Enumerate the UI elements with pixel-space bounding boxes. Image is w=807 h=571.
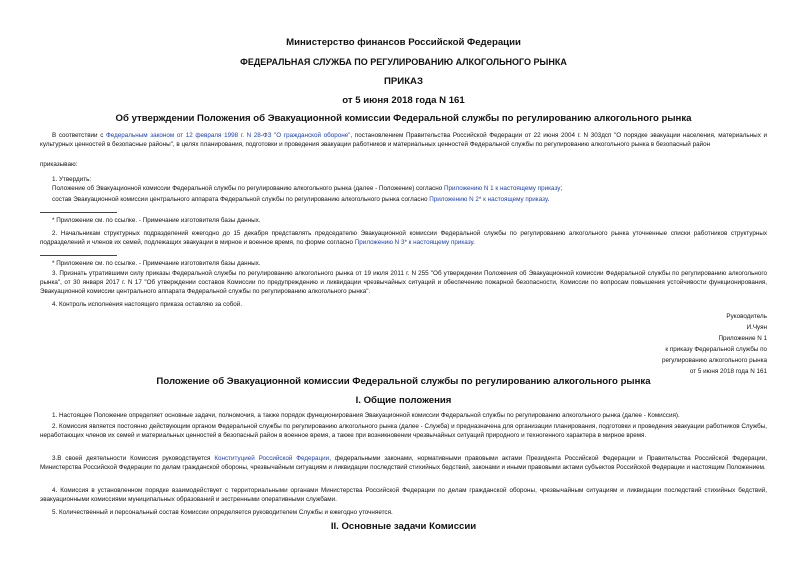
doc-type-heading: ПРИКАЗ — [384, 76, 423, 87]
footnote-1: * Приложение см. по ссылке. - Примечание изготовителя базы данных. — [52, 217, 261, 224]
item-1: 1. Утвердить: — [52, 176, 92, 183]
appendix-1-link[interactable]: Приложению N 1 к настоящему приказу — [443, 185, 561, 192]
regulation-item-1: 1. Настоящее Положение определяет основные задачи, полномочия, а также порядок функционирования Эвакуационной комиссии Федеральной службы по регулированию алкогольного рынка (далее - Комиссия). — [52, 412, 680, 419]
regulation-item-3 — [40, 454, 767, 472]
date-number-heading: от 5 июня 2018 года N 161 — [342, 95, 465, 106]
item-3: 3. Признать утратившими силу приказы Федеральной службы по регулированию алкогольного рынка от 19 июля 2011 г. N 255 "Об утверждении Положения об Эвакуационной комиссии Федеральной службы по регулированию алкогольного рынка", от 30 января 2017 г. N 17 "Об утверждении составов Комиссии по предупреждению и ликвидации чрезвычайных ситуаций и обеспечению пожарной безопасности, Комиссии по вопросам повышения устойчивости функционирования, Эвакуационной комиссии центрального аппарата Федеральной службы по регулированию алкогольного рынка". — [40, 270, 767, 296]
federal-law-link[interactable]: Федеральным законом от 12 февраля 1998 г. N 28-ФЗ "О гражданской обороне" — [105, 132, 351, 139]
item-4: 4. Контроль исполнения настоящего приказа оставляю за собой. — [52, 301, 243, 308]
regulation-item-3-text: 3.В своей деятельности Комиссия руководствуется — [52, 455, 215, 462]
document-title: Об утверждении Положения об Эвакуационной комиссии Федеральной службы по регулированию алкогольного рынка — [115, 113, 692, 124]
appendix-2-link[interactable]: Приложению N 2* к настоящему приказу — [429, 196, 548, 203]
item-1b — [40, 195, 767, 204]
signature-block — [662, 311, 767, 377]
footnote-divider — [40, 212, 117, 213]
item-2 — [40, 229, 767, 247]
appendix-ref-line-4: от 5 июня 2018 года N 161 — [689, 368, 767, 375]
appendix-label: Приложение N 1 — [718, 335, 767, 342]
ministry-heading: Министерство финансов Российской Федерации — [286, 37, 521, 48]
preamble-text-start: В соответствии с — [52, 132, 106, 139]
appendix-ref-line-2: к приказу Федеральной службы по — [665, 346, 767, 353]
footnote-2: * Приложение см. по ссылке. - Примечание изготовителя базы данных. — [52, 260, 261, 267]
item-1a-text: Положение об Эвакуационной комиссии Федеральной службы по регулированию алкогольного рынка (далее - Положение) согласно — [52, 185, 444, 192]
preamble-text-rest: , постановлением Правительства Российской Федерации от 22 июня 2004 г. N 303дсп "О порядке эвакуации населения, материальных и культурных ценностей в безопасные районы", в целях планирования, подготовки и проведения эвакуации работников и материальных ценностей Федеральной службы по регулированию алкогольного рынка в безопасный район — [40, 132, 767, 149]
signature-name: И.Чуян — [746, 324, 767, 331]
item-1a-end: ; — [560, 185, 563, 192]
item-1b-text: состав Эвакуационной комиссии центрального аппарата Федеральной службы по регулированию алкогольного рынка согласно — [52, 196, 430, 203]
regulation-title: Положение об Эвакуационной комиссии Федеральной службы по регулированию алкогольного рынка — [156, 376, 651, 387]
signature-role: Руководитель — [726, 313, 767, 320]
regulation-item-3-rest: , федеральными законами, нормативными правовыми актами Президента Российской Федерации и Правительства Российской Федерации, Министерства Российской Федерации по делам гражданской обороны, чрезвычайным ситуациям и ликвидации последствий стихийных бедствий, законами и иными правовыми актами субъектов Российской Федерации и настоящим Положением. — [40, 455, 767, 472]
item-2-end: . — [473, 239, 475, 247]
appendix-ref-line-3: регулированию алкогольного рынка — [661, 357, 767, 364]
constitution-link[interactable]: Конституцией Российской Федерации — [214, 455, 330, 462]
regulation-item-5: 5. Количественный и персональный состав Комиссии определяется руководителем Службы и ежегодно уточняется. — [52, 509, 393, 516]
appendix-3-link[interactable]: Приложению N 3* к настоящему приказу — [354, 239, 474, 247]
item-1a — [40, 184, 767, 193]
regulation-item-2: 2. Комиссия является постоянно действующим органом Федеральной службы по регулированию алкогольного рынка (далее - Служба) и предназначена для организации планирования, подготовки и проведения эвакуации работников Службы, неработающих членов их семей и материальных ценностей в безопасный район в военное время, а также при возникновении чрезвычайных ситуаций природного и техногенного характера в мирное время. — [40, 423, 767, 440]
item-1b-end: . — [547, 196, 550, 203]
section-2-heading: II. Основные задачи Комиссии — [330, 521, 477, 532]
regulation-item-4: 4. Комиссия в установленном порядке взаимодействует с территориальными органами Министерства Российской Федерации по делам гражданской обороны, чрезвычайным ситуациям и ликвидации последствий стихийных бедствий, эвакуационными комиссиями муниципальных образований и экстренными оперативными службами. — [40, 487, 767, 504]
item-2-text: 2. Начальникам структурных подразделений ежегодно до 15 декабря представлять председателю Эвакуационной комиссии Федеральной службы по регулированию алкогольного рынка уточненные списки работников структурных подразделений и членов их семей, подлежащих эвакуации в мирное и военное время, по форме согласно — [40, 230, 767, 247]
preamble-paragraph — [40, 131, 767, 149]
footnote-divider — [40, 255, 117, 256]
order-word: приказываю: — [40, 161, 78, 168]
service-heading: ФЕДЕРАЛЬНАЯ СЛУЖБА ПО РЕГУЛИРОВАНИЮ АЛКОГОЛЬНОГО РЫНКА — [240, 57, 567, 67]
section-1-heading: I. Общие положения — [355, 395, 452, 406]
